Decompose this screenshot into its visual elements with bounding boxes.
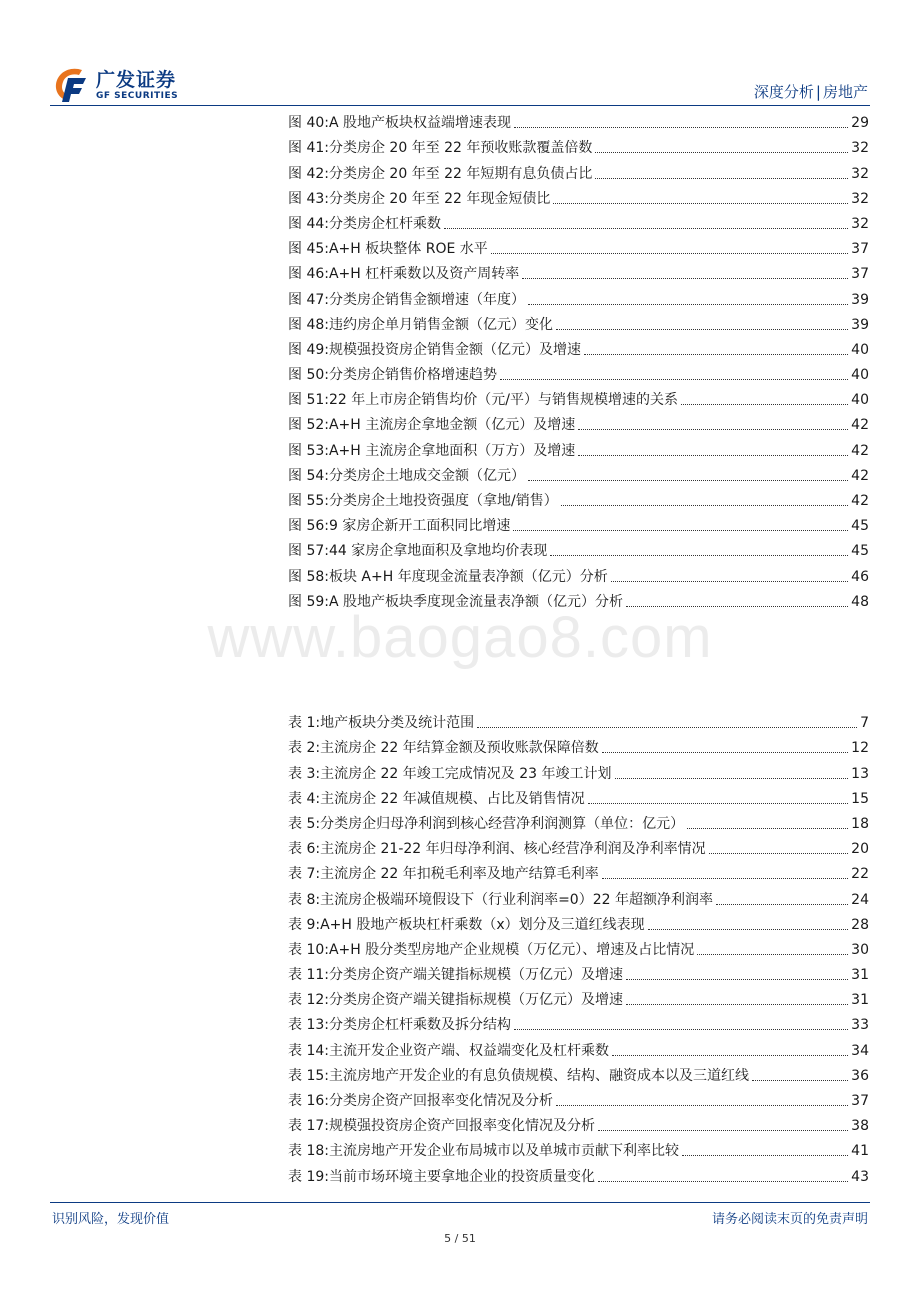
table-entry[interactable] [288,934,869,959]
figure-entry-label: 图 45: [288,241,329,258]
figure-entry-title: A+H 板块整体 ROE 水平 [328,241,488,258]
figure-entry-page: 48 [851,593,869,610]
table-entry-page: 18 [851,815,869,832]
table-entry-page: 34 [851,1042,869,1059]
figure-list [288,107,869,611]
table-entry-label: 表 17: [288,1118,329,1135]
figure-entry-label: 图 53: [288,442,329,459]
figure-entry-leader [595,178,848,179]
table-entry-page: 43 [851,1168,869,1185]
table-entry-title: 分类房企资产端关键指标规模（万亿元）及增速 [328,967,623,984]
figure-entry-page: 42 [851,493,869,509]
figure-entry[interactable] [288,460,869,485]
table-entry[interactable] [288,883,869,908]
table-entry-label: 表 10: [288,941,329,958]
figure-entry-leader [681,404,848,405]
table-entry-title: 分类房企资产端关键指标规模（万亿元）及增速 [328,992,623,1009]
company-logo [52,64,212,104]
figure-entry[interactable] [288,157,869,182]
figure-entry-label: 图 58: [288,568,329,585]
figure-entry[interactable] [288,384,869,409]
table-entry-page: 31 [851,967,869,984]
table-entry-label: 表 6: [288,841,321,858]
table-entry-leader [588,803,848,804]
figure-entry-title: A+H 主流房企拿地金额（亿元）及增速 [328,417,576,434]
figure-entry-title: 9 家房企新开工面积同比增速 [328,518,511,535]
table-entry-leader [697,954,848,955]
footer-disclaimer: 请务必阅读末页的免责声明 [711,1212,868,1227]
figure-entry-leader [500,379,848,380]
figure-entry-page: 45 [851,518,869,535]
table-entry-page: 41 [851,1143,869,1160]
figure-entry-label: 图 47: [288,291,329,308]
table-entry-title: 规模强投资房企资产回报率变化情况及分析 [328,1118,595,1135]
table-entry-leader [626,1004,848,1005]
table-entry-leader [648,929,849,930]
table-entry-label: 表 19: [288,1168,329,1185]
table-entry-title: 主流房地产开发企业的有息负债规模、结构、融资成本以及三道红线 [328,1067,749,1084]
figure-entry-label: 图 44: [288,215,329,232]
table-entry-label: 表 16: [288,1093,329,1109]
table-entry-leader [612,1055,848,1056]
figure-entry[interactable] [288,183,869,208]
figure-entry-leader [553,203,848,204]
figure-entry-page: 37 [851,266,869,283]
figure-entry-page: 39 [851,291,869,308]
figure-entry-leader [584,354,848,355]
figure-entry[interactable] [288,560,869,585]
table-entry[interactable] [288,858,869,883]
table-entry[interactable] [288,732,869,757]
figure-entry-page: 32 [851,190,869,207]
figure-entry[interactable] [288,334,869,359]
figure-entry-label: 图 51: [288,392,329,409]
table-entry-leader [477,727,857,728]
table-entry-label: 表 3: [288,765,321,782]
figure-entry-page: 42 [851,442,869,459]
header-divider [50,105,870,106]
figure-entry-leader [556,329,848,330]
figure-entry-title: 违约房企单月销售金额（亿元）变化 [328,316,553,333]
page-number: 5 / 51 [444,1232,476,1245]
figure-entry-title: 分类房企土地投资强度（拿地/销售） [328,493,558,509]
table-entry-page: 38 [851,1118,869,1135]
table-entry-title: 主流房企 22 年结算金额及预收账款保障倍数 [320,740,599,757]
watermark: www.baogao8.com [207,605,713,670]
figure-entry-label: 图 52: [288,417,329,434]
figure-entry[interactable] [288,309,869,334]
table-entry-label: 表 13: [288,1017,329,1034]
figure-entry-page: 29 [851,115,869,132]
figure-entry-label: 图 40: [288,115,329,132]
table-entry-page: 13 [851,765,869,782]
table-entry-page: 37 [851,1093,869,1109]
table-entry-leader [716,904,848,905]
figure-entry-page: 32 [851,215,869,232]
table-entry-leader [556,1105,848,1106]
table-entry[interactable] [288,833,869,858]
figure-entry-page: 40 [851,367,869,384]
table-entry-title: 主流房企极端环境假设下（行业利润率=0）22 年超额净利润率 [320,891,713,908]
figure-entry-label: 图 59: [288,593,329,610]
table-entry-title: A+H 股地产板块杠杆乘数（x）划分及三道红线表现 [320,916,645,933]
figure-entry[interactable] [288,359,869,384]
table-entry-label: 表 5: [288,815,321,832]
table-entry-title: 分类房企归母净利润到核心经营净利润测算（单位：亿元） [320,815,685,832]
figure-entry-page: 32 [851,140,869,157]
figure-entry-label: 图 56: [288,518,329,535]
figure-entry-title: 分类房企 20 年至 22 年预收账款覆盖倍数 [328,140,593,157]
table-entry-leader [626,979,848,980]
table-entry-title: 分类房企杠杆乘数及拆分结构 [328,1017,511,1034]
figure-entry-leader [611,581,848,582]
table-entry-title: 主流房企 22 年竣工完成情况及 23 年竣工计划 [320,765,612,782]
figure-entry[interactable] [288,107,869,132]
figure-entry[interactable] [288,233,869,258]
figure-entry-title: 分类房企 20 年至 22 年现金短债比 [328,190,551,207]
table-entry-title: 主流开发企业资产端、权益端变化及杠杆乘数 [328,1042,609,1059]
figure-entry-page: 46 [851,568,869,585]
figure-entry-page: 45 [851,543,869,560]
footer-slogan: 识别风险，发现价值 [52,1212,170,1227]
report-type: 深度分析 [753,83,814,101]
table-entry-label: 表 12: [288,992,329,1009]
figure-entry-title: 板块 A+H 年度现金流量表净额（亿元）分析 [328,568,608,585]
figure-entry-title: A 股地产板块权益端增速表现 [328,115,512,132]
figure-entry-title: A+H 主流房企拿地面积（万方）及增速 [328,442,576,459]
figure-entry-leader [528,304,848,305]
figure-entry-title: 规模强投资房企销售金额（亿元）及增速 [328,341,581,358]
table-entry-leader [602,878,848,879]
figure-entry-title: 分类房企销售金额增速（年度） [328,291,525,308]
table-entry-label: 表 8: [288,891,321,908]
table-entry-page: 24 [851,891,869,908]
figure-entry-page: 37 [851,241,869,258]
figure-entry[interactable] [288,409,869,434]
figure-entry-leader [550,555,848,556]
figure-entry-leader [528,480,848,481]
table-entry[interactable] [288,1160,869,1185]
table-entry-leader [687,828,848,829]
table-entry-label: 表 11: [288,967,329,984]
figure-entry[interactable] [288,258,869,283]
table-entry-page: 7 [860,715,869,732]
table-entry-label: 表 4: [288,790,321,807]
table-entry[interactable] [288,984,869,1009]
footer-divider [50,1202,870,1203]
table-entry-title: 主流房企 22 年减值规模、占比及销售情况 [320,790,585,807]
table-entry-page: 20 [851,841,869,858]
table-entry-label: 表 2: [288,740,321,757]
table-entry-page: 36 [851,1067,869,1084]
table-entry-leader [514,1029,848,1030]
figure-entry-leader [514,127,848,128]
table-entry-title: 当前市场环境主要拿地企业的投资质量变化 [328,1168,595,1185]
report-category [754,81,868,102]
logo-chinese-text: 广发证券 [96,69,177,91]
figure-entry[interactable] [288,434,869,459]
table-entry-page: 30 [851,941,869,958]
table-entry[interactable] [288,959,869,984]
figure-entry-leader [595,152,848,153]
table-entry-page: 33 [851,1017,869,1034]
figure-entry-label: 图 55: [288,493,329,509]
figure-entry-label: 图 42: [288,165,329,182]
figure-entry-page: 32 [851,165,869,182]
figure-entry-title: 分类房企 20 年至 22 年短期有息负债占比 [328,165,593,182]
figure-entry[interactable] [288,510,869,535]
table-entry-leader [602,752,848,753]
table-entry-label: 表 18: [288,1143,329,1160]
figure-entry-label: 图 46: [288,266,329,283]
table-entry-page: 12 [851,740,869,757]
table-entry-leader [598,1181,848,1182]
figure-entry-title: 44 家房企拿地面积及拿地均价表现 [328,543,548,560]
figure-entry-label: 图 54: [288,467,329,484]
figure-entry-label: 图 57: [288,543,329,560]
figure-entry-title: 分类房企土地成交金额（亿元） [328,467,525,484]
figure-entry-page: 40 [851,392,869,409]
table-entry[interactable] [288,909,869,934]
table-entry-page: 22 [851,866,869,883]
report-sector: 房地产 [822,83,868,101]
figure-entry-page: 39 [851,316,869,333]
figure-entry-label: 图 49: [288,341,329,358]
table-entry-page: 15 [851,790,869,807]
table-entry-title: 地产板块分类及统计范围 [320,715,475,732]
table-entry[interactable] [288,1034,869,1059]
table-entry[interactable] [288,1085,869,1110]
gf-logo-icon [52,64,92,104]
figure-entry-title: A 股地产板块季度现金流量表净额（亿元）分析 [328,593,624,610]
table-entry[interactable] [288,757,869,782]
table-entry-page: 28 [851,916,869,933]
table-entry-title: 主流房企 21-22 年归母净利润、核心经营净利润及净利率情况 [320,841,706,858]
table-entry-leader [598,1130,848,1131]
figure-entry-leader [444,228,848,229]
figure-entry-title: A+H 杠杆乘数以及资产周转率 [328,266,520,283]
figure-entry[interactable] [288,283,869,308]
table-entry-label: 表 1: [288,715,321,732]
table-entry-leader [682,1155,848,1156]
figure-entry-leader [491,253,848,254]
table-entry-title: A+H 股分类型房地产企业规模（万亿元）、增速及占比情况 [328,941,695,958]
figure-entry[interactable] [288,132,869,157]
table-entry-label: 表 9: [288,916,321,933]
table-entry[interactable] [288,1060,869,1085]
figure-entry[interactable] [288,208,869,233]
figure-entry-page: 40 [851,341,869,358]
figure-entry-page: 42 [851,417,869,434]
table-entry-label: 表 14: [288,1042,329,1059]
figure-entry-leader [578,455,848,456]
figure-entry-label: 图 43: [288,190,329,207]
table-entry-title: 主流房企 22 年扣税毛利率及地产结算毛利率 [320,866,599,883]
figure-entry-leader [578,429,848,430]
figure-entry[interactable] [288,485,869,510]
figure-entry-label: 图 41: [288,140,329,157]
figure-entry-leader [561,505,848,506]
table-entry-title: 主流房地产开发企业布局城市以及单城市贡献下利率比较 [328,1143,679,1160]
table-entry-leader [752,1080,848,1081]
figure-entry-label: 图 48: [288,316,329,333]
table-entry-title: 分类房企资产回报率变化情况及分析 [328,1093,553,1109]
figure-entry-leader [513,530,848,531]
table-entry[interactable] [288,1135,869,1160]
table-entry[interactable] [288,1110,869,1135]
logo-english-text: GF SECURITIES [96,91,179,101]
figure-entry-title: 分类房企销售价格增速趋势 [328,367,497,384]
figure-entry-label: 图 50: [288,367,329,384]
table-entry[interactable] [288,783,869,808]
table-entry[interactable] [288,707,869,732]
table-entry[interactable] [288,808,869,833]
figure-entry-page: 42 [851,467,869,484]
table-entry-label: 表 15: [288,1067,329,1084]
table-entry-label: 表 7: [288,866,321,883]
figure-entry-leader [522,278,848,279]
figure-entry-title: 22 年上市房企销售均价（元/平）与销售规模增速的关系 [328,392,678,409]
header-separator: | [815,83,821,101]
table-list [288,707,869,1186]
figure-entry[interactable] [288,535,869,560]
table-entry-page: 31 [851,992,869,1009]
table-entry[interactable] [288,1009,869,1034]
table-entry-leader [615,778,849,779]
table-entry-leader [709,853,849,854]
figure-entry-title: 分类房企杠杆乘数 [328,215,441,232]
